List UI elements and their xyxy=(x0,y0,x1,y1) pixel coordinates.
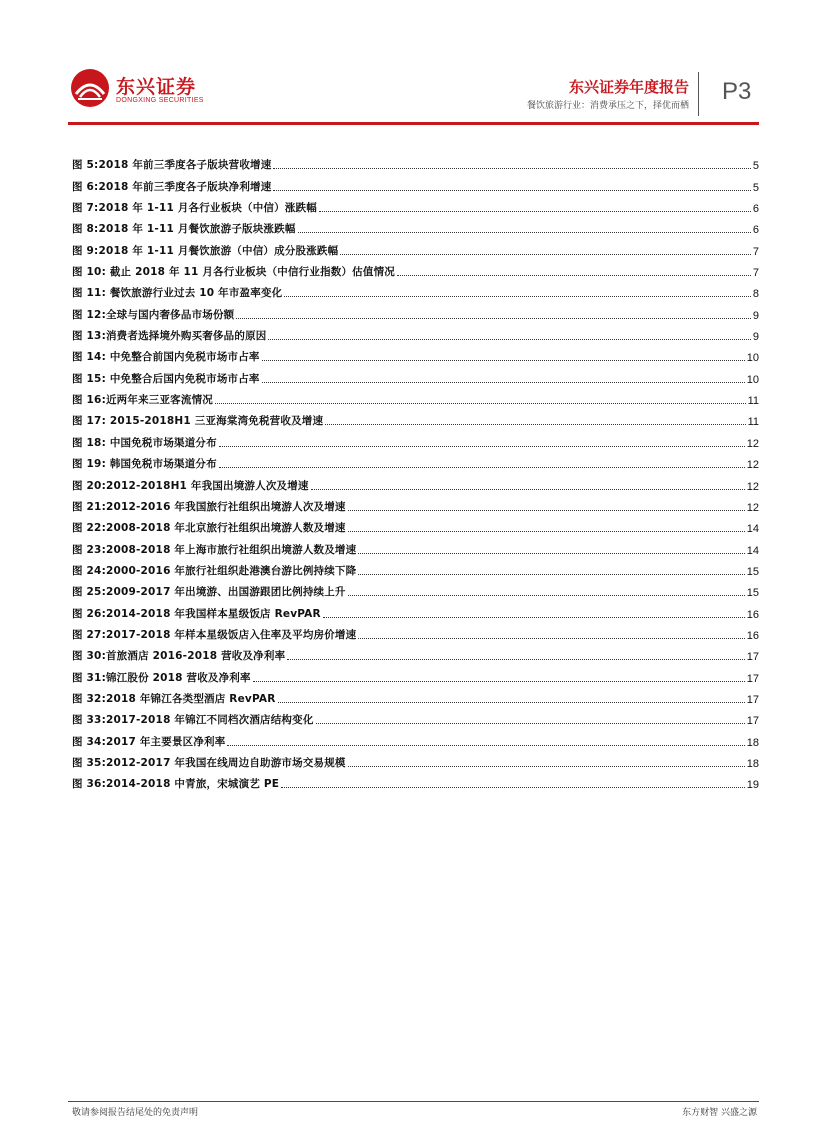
toc-entry[interactable] xyxy=(72,364,759,385)
toc-entry-label: 图 24:2000-2016 年旅行社组织赴港澳台游比例持续下降 xyxy=(72,564,357,577)
toc-leader-dots xyxy=(316,722,745,724)
header-rule xyxy=(68,122,759,125)
toc-leader-dots xyxy=(262,359,745,361)
toc-leader-dots xyxy=(268,338,750,340)
toc-entry[interactable] xyxy=(72,493,759,514)
toc-leader-dots xyxy=(262,381,745,383)
toc-entry-label: 图 36:2014-2018 中青旅，宋城演艺 PE xyxy=(72,778,280,791)
toc-entry-label: 图 32:2018 年锦江各类型酒店 RevPAR xyxy=(72,692,276,705)
toc-entry-label: 图 27:2017-2018 年样本星级饭店入住率及平均房价增速 xyxy=(72,628,357,641)
toc-entry[interactable] xyxy=(72,727,759,748)
toc-entry-label: 图 33:2017-2018 年锦江不同档次酒店结构变化 xyxy=(72,714,314,727)
toc-entry-page: 6 xyxy=(752,203,759,216)
toc-entry-page: 5 xyxy=(752,160,759,173)
toc-entry[interactable] xyxy=(72,151,759,172)
logo-english-name: DONGXING SECURITIES xyxy=(116,97,204,104)
toc-entry[interactable] xyxy=(72,258,759,279)
toc-entry-label: 图 6:2018 年前三季度各子版块净利增速 xyxy=(72,180,272,193)
toc-entry[interactable] xyxy=(72,428,759,449)
toc-entry[interactable] xyxy=(72,215,759,236)
toc-entry-page: 18 xyxy=(746,736,759,749)
header-divider xyxy=(698,72,699,116)
footer-rule xyxy=(68,1101,759,1102)
toc-entry[interactable] xyxy=(72,300,759,321)
toc-entry-label: 图 22:2008-2018 年北京旅行社组织出境游人数及增速 xyxy=(72,522,346,535)
toc-entry[interactable] xyxy=(72,557,759,578)
toc-entry-page: 14 xyxy=(746,523,759,536)
toc-entry[interactable] xyxy=(72,749,759,770)
toc-entry[interactable] xyxy=(72,386,759,407)
toc-entry[interactable] xyxy=(72,194,759,215)
toc-entry-page: 12 xyxy=(746,437,759,450)
toc-entry-label: 图 13:消费者选择境外购买奢侈品的原因 xyxy=(72,330,267,343)
toc-entry-page: 9 xyxy=(752,309,759,322)
toc-entry-page: 11 xyxy=(747,416,759,429)
toc-entry[interactable] xyxy=(72,343,759,364)
toc-entry-page: 7 xyxy=(752,245,759,258)
toc-leader-dots xyxy=(284,295,751,297)
toc-leader-dots xyxy=(358,637,744,639)
toc-entry-label: 图 35:2012-2017 年我国在线周边自助游市场交易规模 xyxy=(72,756,346,769)
toc-entry[interactable] xyxy=(72,685,759,706)
toc-entry-page: 6 xyxy=(752,224,759,237)
toc-entry[interactable] xyxy=(72,642,759,663)
toc-entry-label: 图 5:2018 年前三季度各子版块营收增速 xyxy=(72,159,272,172)
report-title: 东兴证券年度报告 xyxy=(568,78,689,96)
toc-entry-label: 图 34:2017 年主要景区净利率 xyxy=(72,735,226,748)
toc-entry[interactable] xyxy=(72,279,759,300)
toc-entry[interactable] xyxy=(72,599,759,620)
toc-leader-dots xyxy=(319,210,751,212)
toc-leader-dots xyxy=(253,680,745,682)
toc-entry-page: 16 xyxy=(746,629,759,642)
toc-leader-dots xyxy=(236,317,751,319)
toc-entry[interactable] xyxy=(72,514,759,535)
toc-leader-dots xyxy=(273,167,750,169)
toc-entry-page: 17 xyxy=(746,651,759,664)
toc-entry-page: 17 xyxy=(746,672,759,685)
toc-leader-dots xyxy=(358,552,744,554)
toc-entry-label: 图 26:2014-2018 年我国样本星级饭店 RevPAR xyxy=(72,607,321,620)
toc-entry-page: 14 xyxy=(746,544,759,557)
toc-leader-dots xyxy=(298,231,751,233)
toc-entry[interactable] xyxy=(72,322,759,343)
toc-entry-label: 图 9:2018 年 1-11 月餐饮旅游（中信）成分股涨跌幅 xyxy=(72,244,339,257)
toc-leader-dots xyxy=(219,445,745,447)
toc-entry-page: 15 xyxy=(746,587,759,600)
toc-leader-dots xyxy=(358,573,744,575)
toc-entry-page: 17 xyxy=(746,715,759,728)
toc-entry-page: 19 xyxy=(746,779,759,792)
toc-leader-dots xyxy=(348,765,745,767)
toc-leader-dots xyxy=(273,189,750,191)
report-subtitle: 餐饮旅游行业：消费承压之下，择优而栖 xyxy=(526,101,689,111)
toc-entry[interactable] xyxy=(72,471,759,492)
toc-entry-label: 图 10: 截止 2018 年 11 月各行业板块（中信行业指数）估值情况 xyxy=(72,266,395,279)
toc-entry[interactable] xyxy=(72,172,759,193)
toc-entry-page: 9 xyxy=(752,331,759,344)
toc-leader-dots xyxy=(348,594,745,596)
toc-entry-label: 图 16:近两年来三亚客流情况 xyxy=(72,394,213,407)
toc-entry-page: 12 xyxy=(746,459,759,472)
page-header xyxy=(0,0,827,128)
toc-entry-label: 图 31:锦江股份 2018 营收及净利率 xyxy=(72,671,251,684)
toc-leader-dots xyxy=(287,658,744,660)
toc-entry-page: 7 xyxy=(752,267,759,280)
toc-entry-page: 17 xyxy=(746,693,759,706)
toc-entry-label: 图 8:2018 年 1-11 月餐饮旅游子版块涨跌幅 xyxy=(72,223,296,236)
toc-entry-label: 图 7:2018 年 1-11 月各行业板块（中信）涨跌幅 xyxy=(72,202,317,215)
figure-index xyxy=(72,151,759,791)
company-logo xyxy=(70,68,210,112)
toc-entry-label: 图 11: 餐饮旅游行业过去 10 年市盈率变化 xyxy=(72,287,283,300)
toc-entry[interactable] xyxy=(72,663,759,684)
toc-leader-dots xyxy=(325,423,745,425)
toc-entry-label: 图 12:全球与国内奢侈品市场份额 xyxy=(72,308,235,321)
toc-entry-label: 图 18: 中国免税市场渠道分布 xyxy=(72,436,217,449)
toc-entry-page: 12 xyxy=(746,501,759,514)
toc-entry[interactable] xyxy=(72,706,759,727)
toc-entry-label: 图 15: 中免整合后国内免税市场市占率 xyxy=(72,372,260,385)
toc-entry[interactable] xyxy=(72,236,759,257)
toc-leader-dots xyxy=(281,786,745,788)
toc-entry[interactable] xyxy=(72,770,759,791)
toc-entry-label: 图 23:2008-2018 年上海市旅行社组织出境游人数及增速 xyxy=(72,543,357,556)
toc-leader-dots xyxy=(340,253,751,255)
toc-entry-label: 图 25:2009-2017 年出境游、出国游跟团比例持续上升 xyxy=(72,586,346,599)
toc-entry-label: 图 21:2012-2016 年我国旅行社组织出境游人次及增速 xyxy=(72,500,346,513)
toc-entry[interactable] xyxy=(72,578,759,599)
toc-entry-label: 图 20:2012-2018H1 年我国出境游人次及增速 xyxy=(72,479,309,492)
toc-entry-label: 图 14: 中免整合前国内免税市场市占率 xyxy=(72,351,260,364)
toc-entry[interactable] xyxy=(72,535,759,556)
toc-entry[interactable] xyxy=(72,407,759,428)
toc-leader-dots xyxy=(219,466,745,468)
logo-chinese-name: 东兴证券 xyxy=(116,76,197,98)
toc-leader-dots xyxy=(348,509,745,511)
toc-entry-page: 18 xyxy=(746,757,759,770)
page-number: P3 xyxy=(722,78,752,105)
toc-entry-label: 图 17: 2015-2018H1 三亚海棠湾免税营收及增速 xyxy=(72,415,324,428)
footer-slogan: 东方财智 兴盛之源 xyxy=(682,1108,757,1118)
toc-leader-dots xyxy=(348,530,745,532)
toc-entry-page: 16 xyxy=(746,608,759,621)
toc-entry-page: 10 xyxy=(746,373,759,386)
toc-leader-dots xyxy=(227,744,744,746)
toc-entry-page: 12 xyxy=(746,480,759,493)
toc-entry-page: 10 xyxy=(746,352,759,365)
toc-leader-dots xyxy=(323,616,745,618)
toc-entry-page: 5 xyxy=(752,181,759,194)
toc-leader-dots xyxy=(215,402,746,404)
toc-leader-dots xyxy=(397,274,751,276)
toc-entry[interactable] xyxy=(72,450,759,471)
toc-entry-page: 8 xyxy=(752,288,759,301)
dongxing-logo-icon xyxy=(70,68,110,108)
toc-entry-page: 15 xyxy=(746,565,759,578)
toc-leader-dots xyxy=(311,488,745,490)
toc-entry[interactable] xyxy=(72,621,759,642)
toc-entry-label: 图 30:首旅酒店 2016-2018 营收及净利率 xyxy=(72,650,286,663)
toc-leader-dots xyxy=(278,701,745,703)
toc-entry-page: 11 xyxy=(747,395,759,408)
toc-entry-label: 图 19: 韩国免税市场渠道分布 xyxy=(72,458,217,471)
footer-disclaimer: 敬请参阅报告结尾处的免责声明 xyxy=(72,1108,199,1118)
